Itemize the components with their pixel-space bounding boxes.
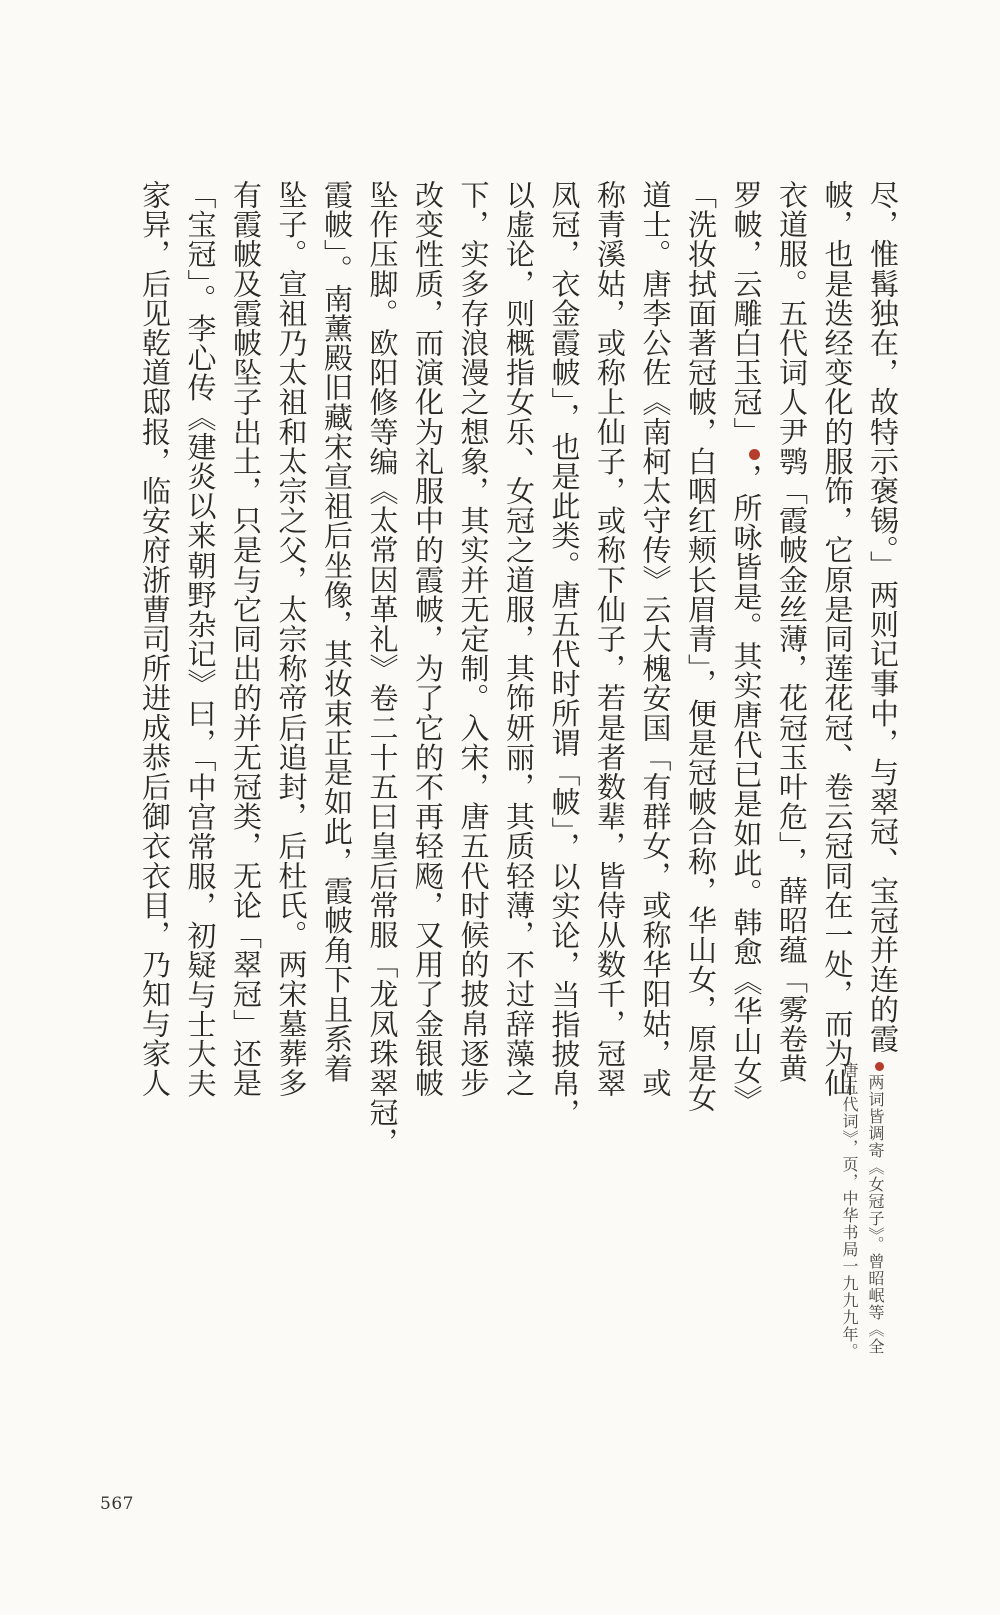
text-column: 以虚论，则概指女乐、女冠之道服，其饰妍丽，其质轻薄，不过辞藻之 bbox=[502, 180, 536, 1098]
text-column: 凤冠，衣金霞帔」，也是此类。唐五代时所谓「帔」，以实论，当指披帛， bbox=[547, 180, 582, 1128]
text-column: 「宝冠」。李心传《建炎以来朝野杂记》曰，「中宫常服，初疑与士大夫 bbox=[183, 180, 218, 1099]
text-column: 道士。唐李公佐《南柯太守传》云大槐安国「有群女，或称华阳姑，或 bbox=[638, 180, 673, 1098]
text-segment: ，所咏皆是。其实唐代已是如此。韩愈《华山女》 bbox=[729, 463, 764, 1115]
footnote-text: 两词皆调寄《女冠子》。曾昭岷等《全 bbox=[866, 1074, 885, 1355]
text-column: 「洗妆拭面著冠帔，白咽红颊长眉青」，便是冠帔合称，华山女，原是女 bbox=[684, 180, 718, 1113]
text-column: 改变性质，而演化为礼服中的霞帔，为了它的不再轻飏，又用了金银帔 bbox=[411, 180, 445, 1098]
footnote-marker-icon bbox=[875, 1062, 884, 1071]
text-column: 有霞帔及霞帔坠子出土，只是与它同出的并无冠类，无论「翠冠」还是 bbox=[229, 180, 263, 1098]
text-column: 坠作压脚。欧阳修等编《太常因革礼》卷二十五曰皇后常服「龙凤珠翠冠， bbox=[365, 180, 400, 1157]
footnote-marker-icon[interactable] bbox=[749, 449, 760, 460]
page-number: 567 bbox=[100, 1494, 134, 1514]
footnote-line: 唐五代词》，页，中华书局一九九九年。 bbox=[840, 1062, 859, 1360]
text-column: 衣道服。五代词人尹鹗「霞帔金丝薄，花冠玉叶危」，薛昭蕴「雾卷黄 bbox=[775, 180, 809, 1084]
text-column: 下，实多存浪漫之想象，其实并无定制。入宋，唐五代时候的披帛逐步 bbox=[456, 180, 491, 1098]
text-column: 家异，后见乾道邸报，临安府浙曹司所进成恭后御衣衣目，乃知与家人 bbox=[138, 180, 172, 1098]
text-column: 坠子。宣祖乃太祖和太宗之父，太宗称帝后追封，后杜氏。两宋墓葬多 bbox=[274, 180, 309, 1098]
main-text bbox=[132, 180, 906, 1157]
text-column: 称青溪姑，或称上仙子，或称下仙子，若是者数辈，皆侍从数千，冠翠 bbox=[593, 180, 627, 1098]
text-column: 尽，惟髯独在，故特示褒锡。」两则记事中，与翠冠、宝冠并连的霞 bbox=[866, 180, 900, 1054]
footnote bbox=[836, 1062, 888, 1360]
text-column: 帔，也是迭经变化的服饰，它原是同莲花冠、卷云冠同在一处，而为仙 bbox=[820, 180, 855, 1098]
text-column: 霞帔」。南薰殿旧藏宋宣祖后坐像，其妆束正是如此，霞帔角下且系着 bbox=[320, 180, 354, 1084]
text-segment: 罗帔，云雕白玉冠」 bbox=[729, 180, 764, 447]
text-column-with-note bbox=[723, 180, 769, 1115]
footnote-line bbox=[866, 1062, 885, 1355]
